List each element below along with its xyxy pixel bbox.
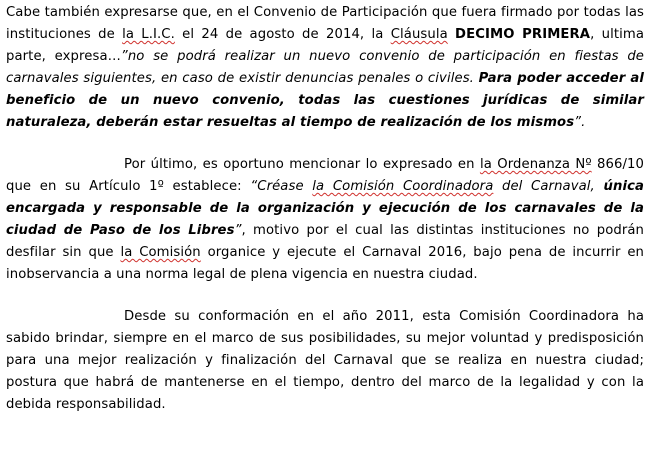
clause-title: DECIMO PRIMERA <box>455 27 591 42</box>
quote-bold-italic: única encargada y responsable de la organización y ejecución de los carnavales de la ciudad de Paso de los Libres <box>6 179 644 238</box>
quote-italic: “Créase <box>250 179 313 194</box>
text-segment: , motivo por el cual las distintas instituciones no podrán desfilar sin que <box>6 223 644 260</box>
quote-close: ” <box>234 223 242 238</box>
text-segment: 866/10 que en su Artículo 1º establece: <box>6 157 644 194</box>
paragraph-3 <box>6 306 644 416</box>
paragraph-1 <box>6 0 644 134</box>
text-segment: el 24 de agosto de 2014, la <box>174 27 391 42</box>
text-segment-underlined: la Ordenanza Nº <box>479 157 592 172</box>
text-segment: Por último, es oportuno mencionar lo expresado en <box>124 157 480 172</box>
quote-italic-underlined: la Comisión Coordinadora <box>312 179 494 194</box>
text-segment: organice y ejecute el Carnaval 2016, bajo pena de incurrir en inobservancia a una norma legal de plena vigencia en nuestra ciudad. <box>6 245 644 282</box>
quote-close: ”. <box>574 115 586 130</box>
quote-italic: del Carnaval, <box>493 179 604 194</box>
quote-bold-italic: Para poder acceder al beneficio de un nuevo convenio, todas las cuestiones jurídicas de similar naturaleza, deberán estar resueltas al tiempo de realización de los mismos <box>6 71 645 130</box>
text-segment-underlined: la L.I.C. <box>122 27 175 42</box>
text-segment-underlined: Cláusula <box>390 27 448 42</box>
text-segment-underlined: la Comisión <box>120 245 201 260</box>
text-segment <box>448 27 455 42</box>
text-segment: , ultima parte, expresa… <box>6 27 645 64</box>
quote-italic: ”no se podrá realizar un nuevo convenio de participación en fiestas de carnavales siguientes, en caso de existir denuncias penales o civiles. <box>6 49 644 86</box>
paragraph-2 <box>6 154 644 286</box>
text-segment: Cabe también expresarse que, en el Convenio de Participación que fuera firmado por todas las instituciones de <box>6 5 644 42</box>
text-segment: Desde su conformación en el año 2011, esta Comisión Coordinadora ha sabido brindar, siempre en el marco de sus posibilidades, su mejor voluntad y predisposición para una mejor realización y finalización del Carnaval que se realiza en nuestra ciudad; postura que habrá de mantenerse en el tiempo, dentro del marco de la legalidad y con la debida responsabilidad. <box>6 309 644 412</box>
